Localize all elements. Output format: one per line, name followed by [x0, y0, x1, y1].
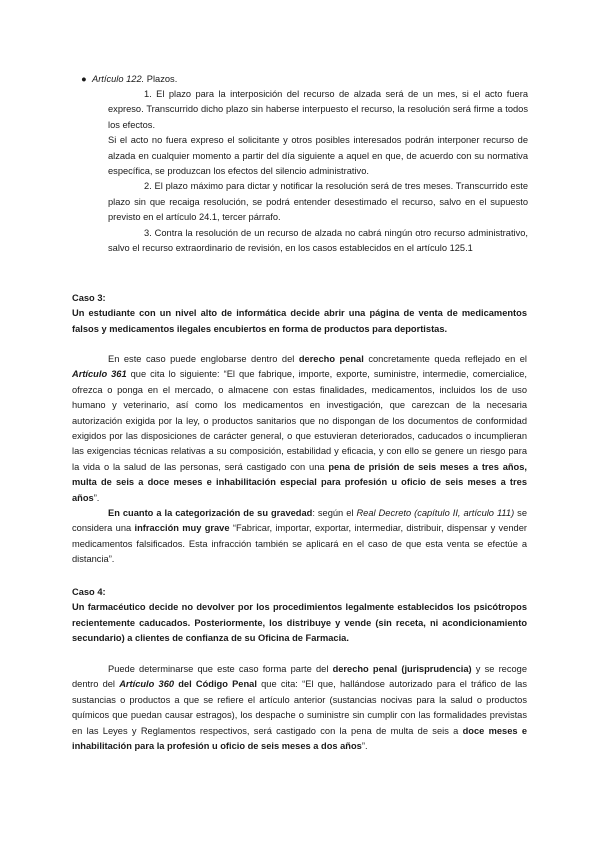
text-run: : según el	[312, 508, 357, 519]
article-122-heading	[81, 72, 178, 87]
caso-4-section	[72, 585, 527, 647]
text-run-bold: infracción muy grave	[134, 523, 230, 534]
text-run-bold-italic: Artículo 360	[119, 679, 175, 690]
text-run-bold: doce meses e inhabilitación para la profesión u oficio de seis meses a dos años	[72, 725, 527, 752]
article-122-title: Artículo 122.	[92, 74, 145, 84]
article-122-paragraph-1b: Si el acto no fuera expreso el solicitante y otros posibles interesados podrán interponer recurso de alzada en cualquier momento a partir del día siguiente a aquel en que, de acuerdo con su normativa específica, se produzcan los efectos del silencio administrativo.	[108, 135, 528, 177]
text-run: “Fabricar, importar, exportar, intermediar, distribuir, dispensar y vender medicamentos falsificados. Esta infracción también se aplicará en el caso de que esta venta se efectúe a distancia”.	[72, 523, 527, 565]
text-run: Puede determinarse que este caso forma parte del	[108, 664, 333, 674]
caso-4-paragraph-1	[72, 662, 527, 754]
text-run-bold: pena de prisión de seis meses a tres años, multa de seis a doce meses e inhabilitación especial para profesión u oficio de seis meses a tres años	[72, 461, 527, 503]
caso-4-heading: Caso 4:	[72, 587, 106, 597]
caso-3-heading: Caso 3:	[72, 293, 106, 303]
caso-3-paragraph-1	[72, 352, 527, 506]
text-run: concretamente queda reflejado en el	[363, 354, 527, 364]
caso-3-statement: Un estudiante con un nivel alto de informática decide abrir una página de venta de medicamentos falsos y medicamentos ilegales encubiertos en forma de productos para deportistas.	[72, 308, 527, 334]
text-run-bold: En cuanto a la categorización de su gravedad	[108, 508, 313, 519]
text-run-bold: del Código Penal	[174, 679, 257, 690]
text-run-italic: Real Decreto (capítulo II, artículo 111)	[356, 508, 515, 519]
article-122-paragraph-3: 3. Contra la resolución de un recurso de alzada no cabrá ningún otro recurso administrativo, salvo el recurso extraordinario de revisión, en los casos establecidos en el artículo 125.1	[108, 227, 528, 254]
caso-4-analysis	[72, 662, 527, 754]
article-122-body	[108, 87, 528, 256]
caso-4-statement: Un farmacéutico decide no devolver por los procedimientos legalmente establecidos los psicótropos recientemente caducados. Posteriormente, los distribuye y vende (sin receta, ni acondicionamiento secundario) a clientes de confianza de su Oficina de Farmacia.	[72, 602, 527, 644]
article-122-title-suffix: Plazos.	[144, 74, 178, 84]
text-run: En este caso puede englobarse dentro del	[108, 354, 299, 364]
article-122-paragraph-1: 1. El plazo para la interposición del recurso de alzada será de un mes, si el acto fuera expreso. Transcurrido dicho plazo sin haberse interpuesto el recurso, la resolución será firme a todos los efectos.	[108, 89, 528, 130]
text-run: que cita lo siguiente: “El que fabrique, importe, exporte, suministre, intermedie, comercialice, ofrezca o ponga en el mercado, o almacene con estas finalidades, medicamentos, incluidos los de uso humano y veterinario, así como los medicamentos en investigación, que carezcan de la necesaria autorización exigida por la ley, o productos sanitarios que no dispongan de los documentos de conformidad exigidos por las disposiciones de carácter general, o que estuvieran deteriorados, caducados o incumplieran las exigencias técnicas relativas a su composición, estabilidad y eficacia, y con ello se genere un riesgo para la vida o la salud de las personas, será castigado con una	[72, 369, 528, 472]
bullet-icon: ●	[81, 74, 87, 84]
text-run-bold: derecho penal (jurisprudencia)	[332, 664, 472, 674]
article-122-paragraph-2: 2. El plazo máximo para dictar y notificar la resolución será de tres meses. Transcurrido este plazo sin que recaiga resolución, se podrá entender desestimado el recurso, salvo en el supuesto previsto en el artículo 24.1, tercer párrafo.	[108, 181, 528, 223]
caso-3-analysis	[72, 352, 527, 568]
text-run: se considera una	[72, 508, 527, 534]
caso-3-section	[72, 291, 527, 337]
text-run: ”.	[361, 741, 368, 752]
text-run: y se recoge dentro del	[72, 664, 528, 690]
text-run-bold: derecho penal	[298, 354, 364, 364]
text-run-bold-italic: Artículo 361	[72, 369, 127, 380]
text-run: que cita: “El que, hallándose autorizado para el tráfico de las sustancias o productos a que se refiere el artículo anterior (sustancias nocivas para la salud o productos químicos que puedan causar estragos), los despache o suministre sin cumplir con las formalidades previstas en las Leyes y Reglamentos respectivos, será castigado con la pena de multa de seis a	[72, 679, 527, 736]
text-run: ”.	[93, 492, 100, 503]
caso-3-paragraph-2	[72, 506, 527, 568]
